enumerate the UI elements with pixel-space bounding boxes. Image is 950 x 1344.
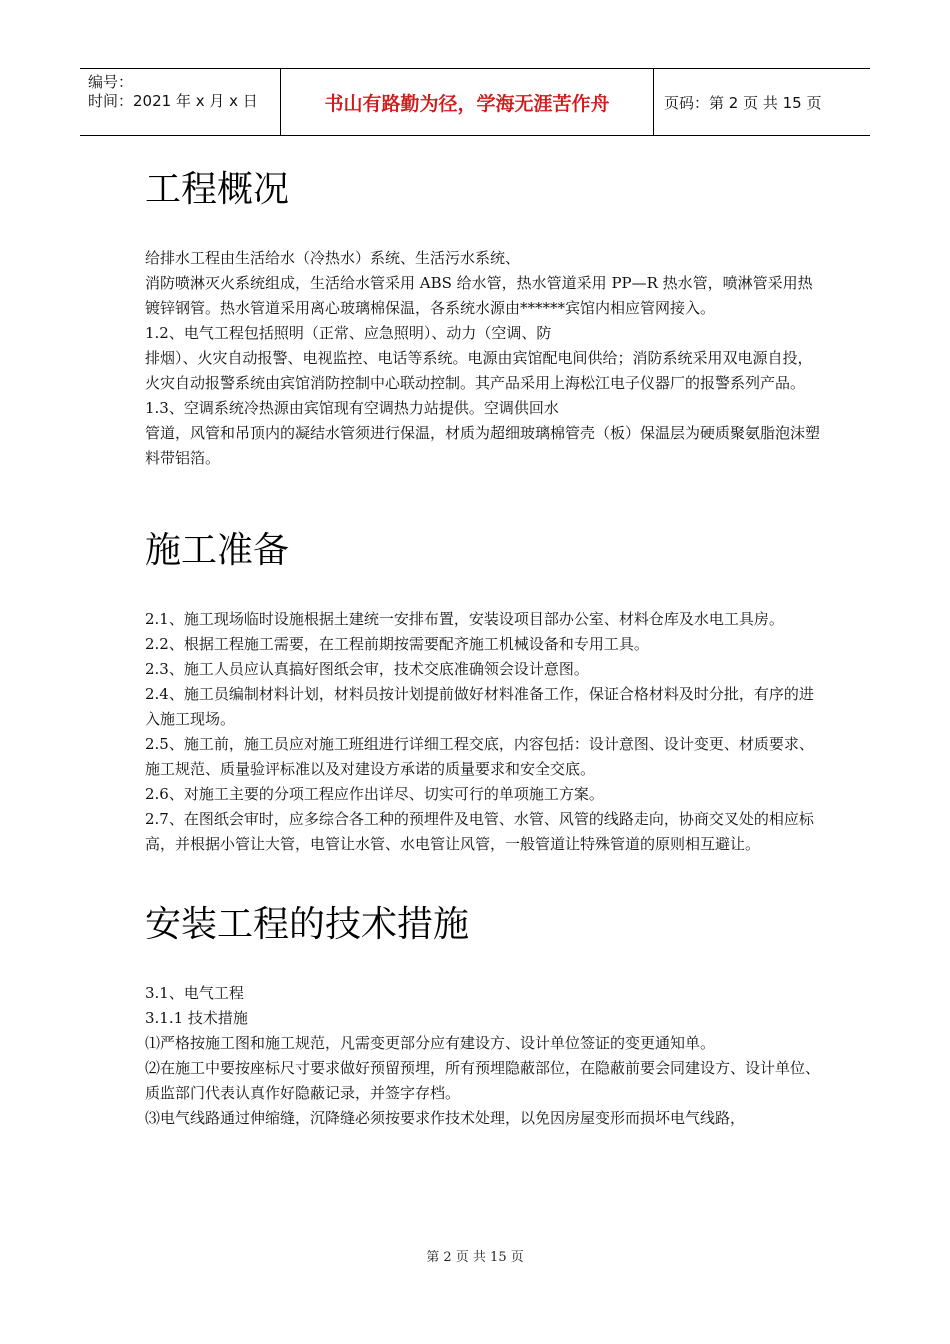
document-time-label: 时间：2021 年 x 月 x 日 [88, 92, 258, 110]
paragraph: ⑶电气线路通过伸缩缝，沉降缝必须按要求作技术处理，以免因房屋变形而损坏电气线路， [145, 1109, 746, 1127]
section-title: 工程概况 [145, 169, 290, 210]
section-paragraphs [145, 607, 825, 857]
header-page-code: 页码：第 2 页 共 15 页 [664, 93, 822, 112]
paragraph: 2.1、施工现场临时设施根据土建统一安排布置，安装设项目部办公室、材料仓库及水电工具房。 [145, 610, 784, 628]
paragraph: 1.2、电气工程包括照明（正常、应急照明）、动力（空调、防 [145, 324, 552, 342]
paragraph: 2.5、施工前，施工员应对施工班组进行详细工程交底，内容包括：设计意图、设计变更、材质要求、施工规范、质量验评标准以及对建设方承诺的质量要求和安全交底。 [145, 735, 814, 778]
paragraph: 排烟）、火灾自动报警、电视监控、电话等系统。电源由宾馆配电间供给；消防系统采用双电源自投，火灾自动报警系统由宾馆消防控制中心联动控制。其产品采用上海松江电子仪器厂的报警系列产品。 [145, 349, 813, 392]
paragraph: ⑵在施工中要按座标尺寸要求做好预留预埋，所有预埋隐蔽部位，在隐蔽前要会同建设方、设计单位、质监部门代表认真作好隐蔽记录，并签字存档。 [145, 1059, 821, 1102]
document-body [145, 168, 825, 1131]
paragraph: 1.3、空调系统冷热源由宾馆现有空调热力站提供。空调供回水 [145, 399, 559, 417]
section-title: 安装工程的技术措施 [145, 904, 470, 945]
paragraph: 给排水工程由生活给水（冷热水）系统、生活污水系统、 [145, 249, 521, 267]
paragraph: 2.3、施工人员应认真搞好图纸会审，技术交底准确领会设计意图。 [145, 660, 589, 678]
section-installation-technical-measures [145, 903, 825, 1131]
paragraph: 3.1.1 技术措施 [145, 1009, 248, 1027]
header-info-cell [80, 69, 281, 135]
paragraph: 2.2、根据工程施工需要，在工程前期按需要配齐施工机械设备和专用工具。 [145, 635, 649, 653]
paragraph: 2.6、对施工主要的分项工程应作出详尽、切实可行的单项施工方案。 [145, 785, 604, 803]
header-motto: 书山有路勤为径，学海无涯苦作舟 [281, 69, 654, 135]
page-footer: 第 2 页 共 15 页 [426, 1250, 524, 1265]
paragraph: ⑴严格按施工图和施工规范，凡需变更部分应有建设方、设计单位签证的变更通知单。 [145, 1034, 716, 1052]
paragraph: 消防喷淋灭火系统组成，生活给水管采用 ABS 给水管，热水管道采用 PP—R 热水管，喷淋管采用热镀锌钢管。热水管道采用离心玻璃棉保温，各系统水源由******宾馆内相应管网接入。 [145, 274, 813, 317]
paragraph: 2.4、施工员编制材料计划，材料员按计划提前做好材料准备工作，保证合格材料及时分批，有序的进入施工现场。 [145, 685, 814, 728]
page-header [80, 68, 870, 136]
section-construction-preparation [145, 529, 825, 857]
section-paragraphs [145, 981, 825, 1131]
paragraph: 3.1、电气工程 [145, 984, 244, 1002]
paragraph: 2.7、在图纸会审时，应多综合各工种的预埋件及电管、水管、风管的线路走向，协商交叉处的相应标高，并根据小管让大管，电管让水管、水电管让风管，一般管道让特殊管道的原则相互避让。 [145, 810, 814, 853]
section-project-overview [145, 168, 825, 471]
section-paragraphs [145, 246, 825, 471]
section-title: 施工准备 [145, 530, 290, 571]
paragraph: 管道，风管和吊顶内的凝结水管须进行保温，材质为超细玻璃棉管壳（板）保温层为硬质聚氨脂泡沫塑料带铝箔。 [145, 424, 821, 467]
document-number-label: 编号： [88, 73, 134, 91]
